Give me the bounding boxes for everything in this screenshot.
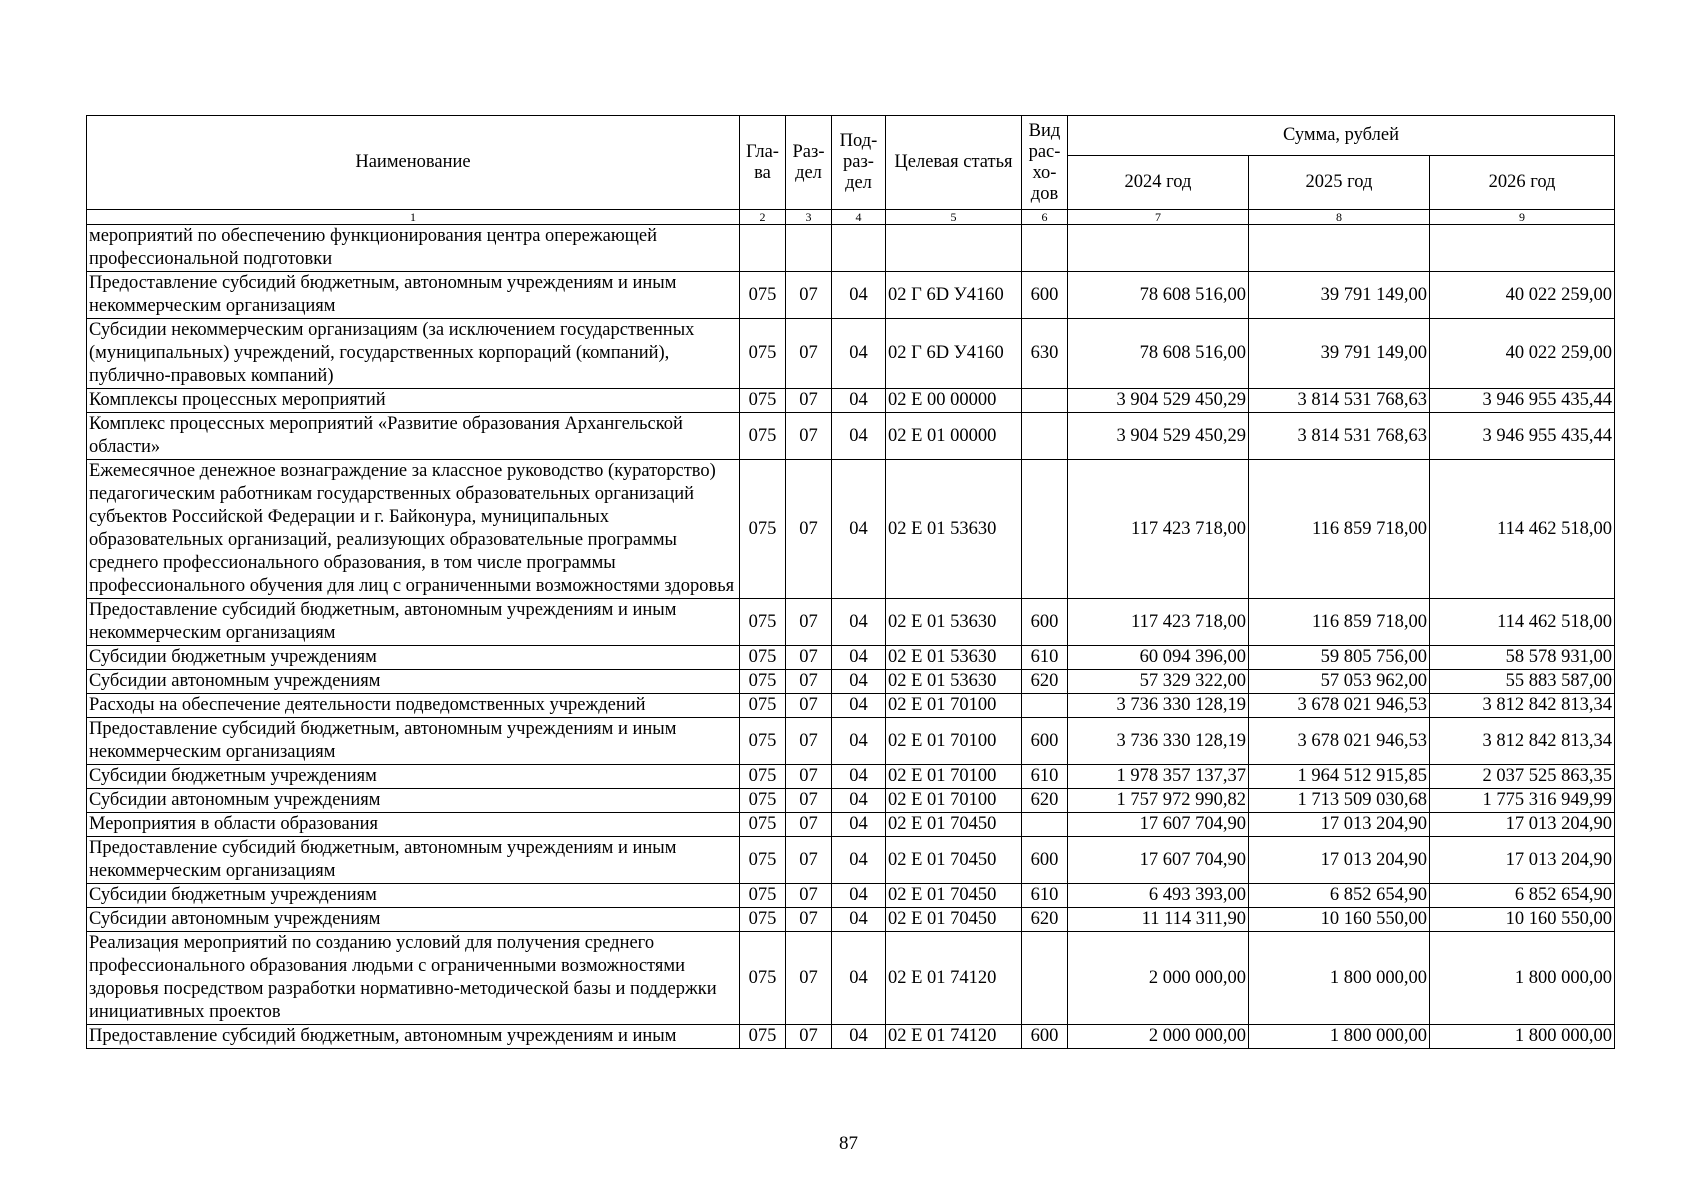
cell-podrazdel: 04 xyxy=(832,789,886,813)
cell-target: 02 Е 00 00000 xyxy=(886,389,1022,413)
cell-razdel: 07 xyxy=(786,319,832,389)
cell-2024: 117 423 718,00 xyxy=(1068,460,1249,599)
cell-glava: 075 xyxy=(740,789,786,813)
cell-2025: 1 713 509 030,68 xyxy=(1249,789,1430,813)
cell-2026 xyxy=(1430,225,1615,272)
cell-vid xyxy=(1022,813,1068,837)
cell-name: Субсидии некоммерческим организациям (за исключением государственных (муниципальных) учреждений, государственных корпораций (компаний), публично-правовых компаний) xyxy=(87,319,740,389)
table-row xyxy=(87,1025,1615,1049)
cell-name: Комплекс процессных мероприятий «Развитие образования Архангельской области» xyxy=(87,413,740,460)
cell-vid: 600 xyxy=(1022,1025,1068,1049)
table-row xyxy=(87,413,1615,460)
cell-vid: 600 xyxy=(1022,599,1068,646)
cell-vid: 620 xyxy=(1022,670,1068,694)
cell-podrazdel: 04 xyxy=(832,460,886,599)
cell-2024: 117 423 718,00 xyxy=(1068,599,1249,646)
header-vid: Вид рас-хо-дов xyxy=(1022,116,1068,210)
table-row xyxy=(87,670,1615,694)
cell-vid: 610 xyxy=(1022,884,1068,908)
cell-2025: 17 013 204,90 xyxy=(1249,837,1430,884)
cell-2024 xyxy=(1068,225,1249,272)
cell-name: Предоставление субсидий бюджетным, автономным учреждениям и иным xyxy=(87,1025,740,1049)
cell-2026: 55 883 587,00 xyxy=(1430,670,1615,694)
column-number: 5 xyxy=(886,210,1022,225)
cell-target: 02 Е 01 53630 xyxy=(886,599,1022,646)
cell-target: 02 Е 01 53630 xyxy=(886,460,1022,599)
cell-target: 02 Е 01 74120 xyxy=(886,932,1022,1025)
cell-vid: 600 xyxy=(1022,718,1068,765)
cell-2024: 6 493 393,00 xyxy=(1068,884,1249,908)
cell-podrazdel: 04 xyxy=(832,884,886,908)
cell-vid xyxy=(1022,225,1068,272)
cell-target: 02 Е 01 70450 xyxy=(886,884,1022,908)
cell-2024: 57 329 322,00 xyxy=(1068,670,1249,694)
cell-2025 xyxy=(1249,225,1430,272)
cell-razdel: 07 xyxy=(786,694,832,718)
cell-2026: 17 013 204,90 xyxy=(1430,837,1615,884)
table-row xyxy=(87,389,1615,413)
cell-2025: 1 964 512 915,85 xyxy=(1249,765,1430,789)
cell-podrazdel: 04 xyxy=(832,646,886,670)
column-number: 9 xyxy=(1430,210,1615,225)
cell-podrazdel: 04 xyxy=(832,1025,886,1049)
cell-razdel xyxy=(786,225,832,272)
budget-sheet xyxy=(86,115,1614,1049)
cell-razdel: 07 xyxy=(786,932,832,1025)
cell-podrazdel: 04 xyxy=(832,319,886,389)
cell-razdel: 07 xyxy=(786,389,832,413)
cell-vid xyxy=(1022,694,1068,718)
cell-glava: 075 xyxy=(740,319,786,389)
table-row xyxy=(87,789,1615,813)
cell-razdel: 07 xyxy=(786,670,832,694)
cell-name: Субсидии бюджетным учреждениям xyxy=(87,646,740,670)
cell-glava: 075 xyxy=(740,813,786,837)
cell-target: 02 Е 01 70100 xyxy=(886,789,1022,813)
table-row xyxy=(87,718,1615,765)
cell-2025: 17 013 204,90 xyxy=(1249,813,1430,837)
cell-name: Расходы на обеспечение деятельности подведомственных учреждений xyxy=(87,694,740,718)
cell-2024: 11 114 311,90 xyxy=(1068,908,1249,932)
cell-2024: 60 094 396,00 xyxy=(1068,646,1249,670)
cell-2026: 3 946 955 435,44 xyxy=(1430,389,1615,413)
cell-name: Субсидии бюджетным учреждениям xyxy=(87,884,740,908)
column-number: 8 xyxy=(1249,210,1430,225)
cell-2025: 3 814 531 768,63 xyxy=(1249,389,1430,413)
cell-vid: 630 xyxy=(1022,319,1068,389)
cell-razdel: 07 xyxy=(786,765,832,789)
cell-target: 02 Е 01 70450 xyxy=(886,813,1022,837)
cell-name: Предоставление субсидий бюджетным, автономным учреждениям и иным некоммерческим организациям xyxy=(87,272,740,319)
cell-2025: 10 160 550,00 xyxy=(1249,908,1430,932)
table-row xyxy=(87,225,1615,272)
cell-vid: 620 xyxy=(1022,908,1068,932)
cell-vid xyxy=(1022,460,1068,599)
cell-vid xyxy=(1022,932,1068,1025)
cell-vid: 600 xyxy=(1022,272,1068,319)
cell-2024: 78 608 516,00 xyxy=(1068,319,1249,389)
cell-razdel: 07 xyxy=(786,646,832,670)
table-row xyxy=(87,837,1615,884)
cell-2025: 6 852 654,90 xyxy=(1249,884,1430,908)
cell-name: Субсидии автономным учреждениям xyxy=(87,789,740,813)
cell-2024: 1 978 357 137,37 xyxy=(1068,765,1249,789)
header-sum: Сумма, рублей xyxy=(1068,116,1615,156)
cell-2024: 3 736 330 128,19 xyxy=(1068,718,1249,765)
header-year-2025: 2025 год xyxy=(1249,156,1430,210)
cell-2026: 2 037 525 863,35 xyxy=(1430,765,1615,789)
column-number: 4 xyxy=(832,210,886,225)
cell-name: Предоставление субсидий бюджетным, автономным учреждениям и иным некоммерческим организациям xyxy=(87,599,740,646)
cell-podrazdel: 04 xyxy=(832,599,886,646)
cell-glava: 075 xyxy=(740,389,786,413)
cell-vid xyxy=(1022,413,1068,460)
cell-razdel: 07 xyxy=(786,413,832,460)
cell-podrazdel: 04 xyxy=(832,837,886,884)
header-glava: Гла-ва xyxy=(740,116,786,210)
header-podrazdel: Под-раз-дел xyxy=(832,116,886,210)
cell-2026: 114 462 518,00 xyxy=(1430,599,1615,646)
cell-razdel: 07 xyxy=(786,837,832,884)
table-body xyxy=(87,225,1615,1049)
table-row xyxy=(87,599,1615,646)
cell-razdel: 07 xyxy=(786,599,832,646)
table-row xyxy=(87,884,1615,908)
cell-2025: 39 791 149,00 xyxy=(1249,319,1430,389)
cell-podrazdel: 04 xyxy=(832,272,886,319)
cell-razdel: 07 xyxy=(786,789,832,813)
cell-target: 02 Е 01 70100 xyxy=(886,694,1022,718)
cell-2024: 3 736 330 128,19 xyxy=(1068,694,1249,718)
cell-vid xyxy=(1022,389,1068,413)
cell-target: 02 Е 01 70100 xyxy=(886,718,1022,765)
page-number: 87 xyxy=(839,1133,858,1154)
cell-podrazdel: 04 xyxy=(832,908,886,932)
cell-2024: 1 757 972 990,82 xyxy=(1068,789,1249,813)
cell-podrazdel: 04 xyxy=(832,389,886,413)
cell-razdel: 07 xyxy=(786,908,832,932)
cell-2025: 116 859 718,00 xyxy=(1249,460,1430,599)
cell-target: 02 Г 6D У4160 xyxy=(886,272,1022,319)
cell-glava: 075 xyxy=(740,670,786,694)
cell-glava: 075 xyxy=(740,460,786,599)
cell-podrazdel: 04 xyxy=(832,718,886,765)
cell-2026: 3 812 842 813,34 xyxy=(1430,718,1615,765)
cell-2026: 58 578 931,00 xyxy=(1430,646,1615,670)
cell-razdel: 07 xyxy=(786,718,832,765)
budget-table xyxy=(86,115,1615,1049)
table-row xyxy=(87,272,1615,319)
cell-name: Мероприятия в области образования xyxy=(87,813,740,837)
table-row xyxy=(87,765,1615,789)
cell-glava: 075 xyxy=(740,718,786,765)
cell-2024: 2 000 000,00 xyxy=(1068,1025,1249,1049)
cell-2025: 57 053 962,00 xyxy=(1249,670,1430,694)
header-year-2026: 2026 год xyxy=(1430,156,1615,210)
cell-glava: 075 xyxy=(740,646,786,670)
header-year-2024: 2024 год xyxy=(1068,156,1249,210)
cell-2026: 40 022 259,00 xyxy=(1430,319,1615,389)
cell-podrazdel: 04 xyxy=(832,813,886,837)
cell-2025: 116 859 718,00 xyxy=(1249,599,1430,646)
cell-vid: 620 xyxy=(1022,789,1068,813)
cell-podrazdel: 04 xyxy=(832,694,886,718)
cell-2024: 2 000 000,00 xyxy=(1068,932,1249,1025)
cell-podrazdel: 04 xyxy=(832,932,886,1025)
cell-glava: 075 xyxy=(740,272,786,319)
cell-2025: 1 800 000,00 xyxy=(1249,932,1430,1025)
cell-2026: 1 775 316 949,99 xyxy=(1430,789,1615,813)
cell-glava: 075 xyxy=(740,884,786,908)
cell-vid: 610 xyxy=(1022,646,1068,670)
cell-target: 02 Е 01 70100 xyxy=(886,765,1022,789)
cell-target: 02 Е 01 74120 xyxy=(886,1025,1022,1049)
cell-2024: 17 607 704,90 xyxy=(1068,813,1249,837)
cell-glava xyxy=(740,225,786,272)
table-row xyxy=(87,319,1615,389)
cell-2026: 17 013 204,90 xyxy=(1430,813,1615,837)
cell-name: Предоставление субсидий бюджетным, автономным учреждениям и иным некоммерческим организациям xyxy=(87,837,740,884)
cell-2025: 3 678 021 946,53 xyxy=(1249,718,1430,765)
cell-razdel: 07 xyxy=(786,460,832,599)
cell-2025: 39 791 149,00 xyxy=(1249,272,1430,319)
cell-vid: 600 xyxy=(1022,837,1068,884)
cell-name: Реализация мероприятий по созданию условий для получения среднего профессионального образования людьми с ограниченными возможностями здоровья посредством разработки нормативно-методической базы и поддержки инициативных проектов xyxy=(87,932,740,1025)
cell-target: 02 Е 01 70450 xyxy=(886,837,1022,884)
cell-podrazdel: 04 xyxy=(832,765,886,789)
cell-2026: 3 812 842 813,34 xyxy=(1430,694,1615,718)
cell-vid: 610 xyxy=(1022,765,1068,789)
cell-glava: 075 xyxy=(740,599,786,646)
table-row xyxy=(87,694,1615,718)
table-row xyxy=(87,813,1615,837)
cell-glava: 075 xyxy=(740,837,786,884)
cell-2024: 3 904 529 450,29 xyxy=(1068,413,1249,460)
cell-name: Субсидии автономным учреждениям xyxy=(87,670,740,694)
table-row xyxy=(87,646,1615,670)
cell-podrazdel: 04 xyxy=(832,413,886,460)
cell-target: 02 Г 6D У4160 xyxy=(886,319,1022,389)
cell-glava: 075 xyxy=(740,932,786,1025)
cell-name: Ежемесячное денежное вознаграждение за классное руководство (кураторство) педагогическим работникам государственных образовательных организаций субъектов Российской Федерации и г. Байконура, муниципальных образовательных организаций, реализующих образовательные программы среднего профессионального образования, в том числе программы профессионального обучения для лиц с ограниченными возможностями здоровья xyxy=(87,460,740,599)
cell-glava: 075 xyxy=(740,413,786,460)
cell-2025: 3 814 531 768,63 xyxy=(1249,413,1430,460)
table-row xyxy=(87,908,1615,932)
cell-2025: 3 678 021 946,53 xyxy=(1249,694,1430,718)
header-target: Целевая статья xyxy=(886,116,1022,210)
cell-target: 02 Е 01 70450 xyxy=(886,908,1022,932)
cell-name: Субсидии автономным учреждениям xyxy=(87,908,740,932)
cell-2025: 1 800 000,00 xyxy=(1249,1025,1430,1049)
cell-podrazdel xyxy=(832,225,886,272)
cell-2026: 3 946 955 435,44 xyxy=(1430,413,1615,460)
column-number: 6 xyxy=(1022,210,1068,225)
cell-glava: 075 xyxy=(740,765,786,789)
column-number-row xyxy=(87,210,1615,225)
cell-target xyxy=(886,225,1022,272)
table-row xyxy=(87,932,1615,1025)
cell-glava: 075 xyxy=(740,694,786,718)
cell-target: 02 Е 01 00000 xyxy=(886,413,1022,460)
cell-target: 02 Е 01 53630 xyxy=(886,670,1022,694)
cell-2026: 6 852 654,90 xyxy=(1430,884,1615,908)
header-name: Наименование xyxy=(87,116,740,210)
cell-2026: 1 800 000,00 xyxy=(1430,932,1615,1025)
cell-name: Комплексы процессных мероприятий xyxy=(87,389,740,413)
column-number: 2 xyxy=(740,210,786,225)
cell-2025: 59 805 756,00 xyxy=(1249,646,1430,670)
table-row xyxy=(87,460,1615,599)
cell-2024: 17 607 704,90 xyxy=(1068,837,1249,884)
cell-name: Предоставление субсидий бюджетным, автономным учреждениям и иным некоммерческим организациям xyxy=(87,718,740,765)
header-razdel: Раз-дел xyxy=(786,116,832,210)
cell-target: 02 Е 01 53630 xyxy=(886,646,1022,670)
cell-glava: 075 xyxy=(740,908,786,932)
table-header xyxy=(87,116,1615,225)
cell-razdel: 07 xyxy=(786,1025,832,1049)
cell-2026: 40 022 259,00 xyxy=(1430,272,1615,319)
cell-2026: 1 800 000,00 xyxy=(1430,1025,1615,1049)
cell-razdel: 07 xyxy=(786,884,832,908)
cell-2024: 3 904 529 450,29 xyxy=(1068,389,1249,413)
cell-name: Субсидии бюджетным учреждениям xyxy=(87,765,740,789)
cell-2026: 10 160 550,00 xyxy=(1430,908,1615,932)
cell-razdel: 07 xyxy=(786,813,832,837)
cell-podrazdel: 04 xyxy=(832,670,886,694)
column-number: 1 xyxy=(87,210,740,225)
column-number: 7 xyxy=(1068,210,1249,225)
cell-name: мероприятий по обеспечению функционирования центра опережающей профессиональной подготовки xyxy=(87,225,740,272)
column-number: 3 xyxy=(786,210,832,225)
cell-razdel: 07 xyxy=(786,272,832,319)
cell-2024: 78 608 516,00 xyxy=(1068,272,1249,319)
cell-glava: 075 xyxy=(740,1025,786,1049)
cell-2026: 114 462 518,00 xyxy=(1430,460,1615,599)
